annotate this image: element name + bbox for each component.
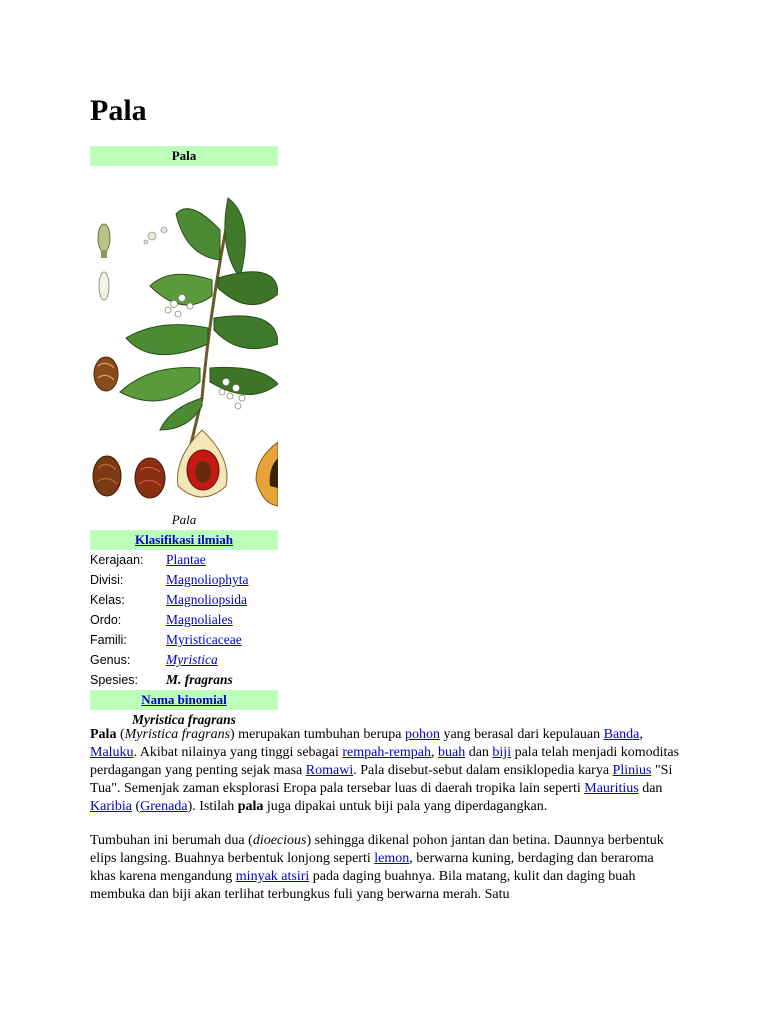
text-run: ) sehingga dikenal pohon jantan dan betina. Daunnya berbentuk elips langsing. Buahnya berbentuk lonjong seperti: [90, 833, 664, 866]
taxonomy-row: [90, 590, 278, 610]
taxonomy-value-link[interactable]: Plantae: [166, 552, 206, 567]
binomial-name: Myristica fragrans: [132, 712, 236, 727]
text-run: . Akibat nilainya yang tinggi sebagai: [133, 745, 343, 760]
image-caption: Pala: [171, 512, 197, 527]
nutmeg-illustration[interactable]: [90, 168, 278, 508]
bold-term: pala: [237, 799, 264, 814]
taxonomy-value: M. fragrans: [166, 672, 233, 687]
text-run: dan: [638, 781, 663, 796]
text-run: Tumbuhan ini berumah dua (: [90, 833, 253, 848]
taxonomy-rank-label: Spesies:: [90, 673, 138, 687]
taxonomy-row: [90, 630, 278, 650]
text-run: dan: [465, 745, 493, 760]
text-run: (: [131, 799, 141, 814]
text-run: ) merupakan tumbuhan berupa: [230, 727, 405, 742]
text-run: (: [116, 727, 125, 742]
taxobox: [90, 146, 278, 730]
binomial-link[interactable]: Nama binomial: [141, 692, 227, 707]
taxonomy-value-link[interactable]: Magnoliales: [166, 612, 233, 627]
italic-term: dioecious: [252, 833, 307, 848]
nutmeg-botanical-drawing: [90, 168, 278, 508]
text-run: pala telah menjadi komoditas perdagangan yang penting sejak masa: [90, 745, 680, 778]
article-link[interactable]: minyak atsiri: [235, 869, 310, 884]
taxonomy-value-link[interactable]: Myristicaceae: [166, 632, 242, 647]
taxonomy-rank-label: Famili:: [90, 633, 127, 647]
taxonomy-rows: [90, 550, 278, 690]
classification-header: [90, 530, 278, 550]
taxonomy-rank-label: Divisi:: [90, 573, 124, 587]
classification-link[interactable]: Klasifikasi ilmiah: [135, 532, 233, 547]
italic-term: Myristica fragrans: [124, 727, 231, 742]
article-link[interactable]: Plinius: [612, 763, 652, 778]
article-link[interactable]: buah: [437, 745, 466, 760]
text-run: ,: [430, 745, 438, 760]
article-link[interactable]: Maluku: [90, 745, 134, 760]
article-link[interactable]: pohon: [404, 727, 440, 742]
taxonomy-row: [90, 550, 278, 570]
taxonomy-rank-label: Genus:: [90, 653, 131, 667]
taxonomy-value-link[interactable]: Magnoliopsida: [166, 592, 247, 607]
taxonomy-row: [90, 610, 278, 630]
text-run: "Si Tua". Semenjak zaman eksplorasi Eropa pala tersebar luas di daerah tropika lain seperti: [90, 763, 673, 796]
text-run: ). Istilah: [187, 799, 238, 814]
article-link[interactable]: Romawi: [305, 763, 354, 778]
taxonomy-rank-label: Kelas:: [90, 593, 125, 607]
article-link[interactable]: Grenada: [140, 799, 188, 814]
page-title: Pala: [90, 94, 147, 127]
taxobox-header: Pala: [90, 146, 278, 166]
article-body: [90, 726, 682, 920]
paragraph: [90, 832, 682, 904]
taxonomy-row: [90, 650, 278, 670]
taxonomy-row: [90, 670, 278, 690]
text-run: yang berasal dari kepulauan: [439, 727, 604, 742]
taxonomy-rank-label: Ordo:: [90, 613, 122, 627]
text-run: , berwarna kuning, berdaging dan beraroma khas karena mengandung: [90, 851, 654, 884]
text-run: pada daging buahnya. Bila matang, kulit dan daging buah membuka dan biji akan terlihat terbungkus fuli yang berwarna merah. Satu: [90, 869, 636, 902]
text-run: . Pala disebut-sebut dalam ensiklopedia karya: [353, 763, 613, 778]
article-link[interactable]: lemon: [374, 851, 410, 866]
paragraph: [90, 726, 682, 816]
taxonomy-row: [90, 570, 278, 590]
taxonomy-rank-label: Kerajaan:: [90, 553, 144, 567]
bold-term: Pala: [90, 727, 117, 742]
article-link[interactable]: rempah-rempah: [342, 745, 431, 760]
article-link[interactable]: Mauritius: [584, 781, 639, 796]
binomial-header: [90, 690, 278, 710]
taxonomy-value-link[interactable]: Myristica: [166, 652, 218, 667]
text-run: ,: [639, 727, 643, 742]
article-link[interactable]: biji: [492, 745, 512, 760]
article-link[interactable]: Banda: [603, 727, 640, 742]
article-link[interactable]: Karibia: [90, 799, 132, 814]
text-run: juga dipakai untuk biji pala yang diperdagangkan.: [263, 799, 548, 814]
taxonomy-value-link[interactable]: Magnoliophyta: [166, 572, 249, 587]
